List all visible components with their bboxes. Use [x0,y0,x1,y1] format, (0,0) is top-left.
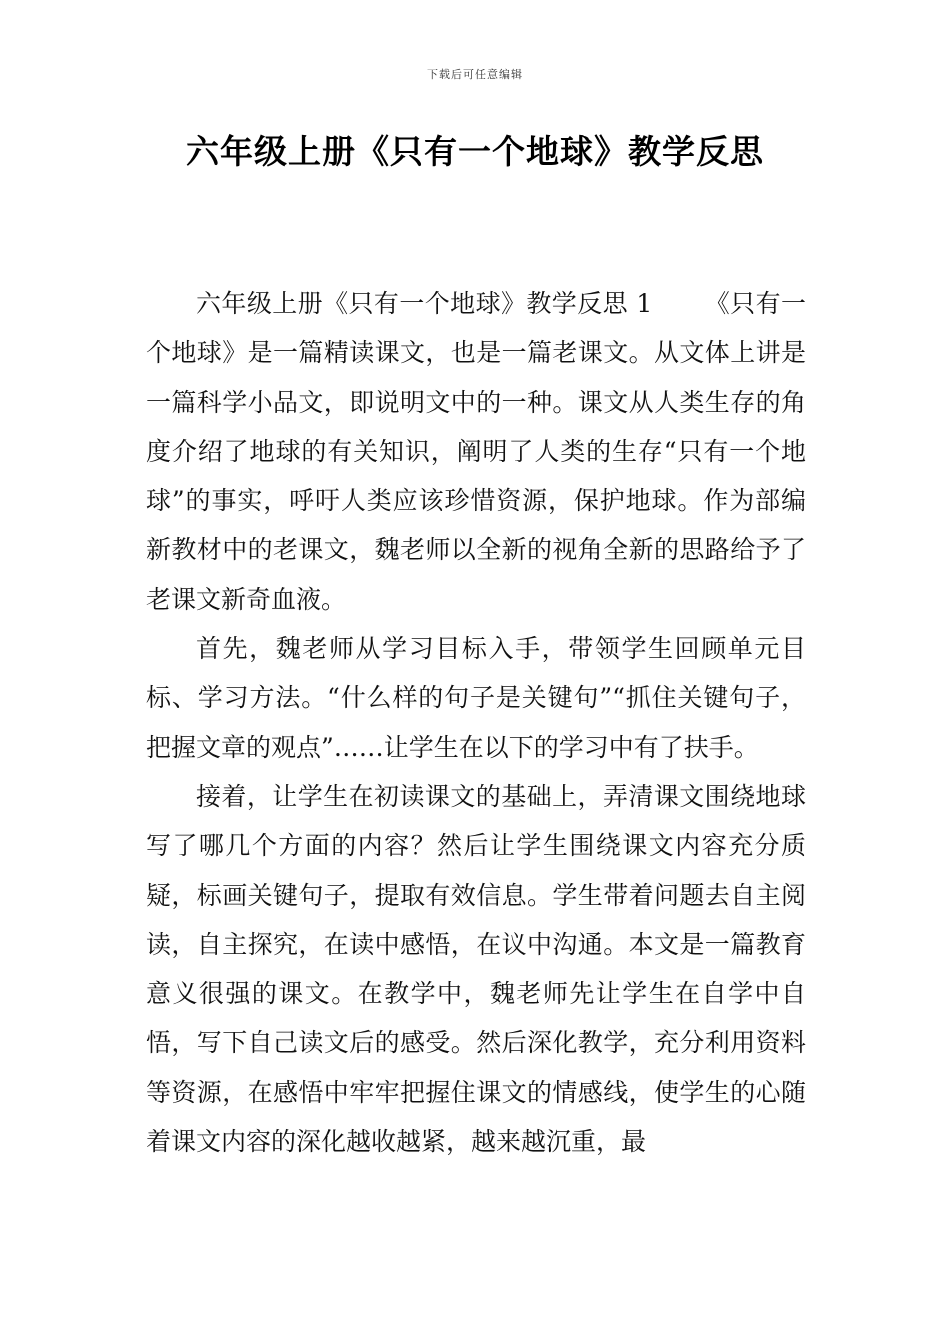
document-title: 六年级上册《只有一个地球》教学反思 [186,132,764,171]
paragraph-1 [146,279,806,624]
paragraph-1-text: 《只有一个地球》是一篇精读课文，也是一篇老课文。从文体上讲是一篇科学小品文，即说明文中的一种。课文从人类生存的角度介绍了地球的有关知识，阐明了人类的生存“只有一个地球”的事实，呼吁人类应该珍惜资源，保护地球。作为部编新教材中的老课文，魏老师以全新的视角全新的思路给予了老课文新奇血液。 [146,289,806,614]
document-body [146,279,806,1166]
header-note: 下载后可任意编辑 [427,68,523,81]
paragraph-2: 首先，魏老师从学习目标入手，带领学生回顾单元目标、学习方法。“什么样的句子是关键句”“抓住关键句子，把握文章的观点”……让学生在以下的学习中有了扶手。 [146,634,806,762]
paragraph-3: 接着，让学生在初读课文的基础上，弄清课文围绕地球写了哪几个方面的内容？然后让学生围绕课文内容充分质疑，标画关键句子，提取有效信息。学生带着问题去自主阅读，自主探究，在读中感悟，在议中沟通。本文是一篇教育意义很强的课文。在教学中，魏老师先让学生在自学中自悟，写下自己读文后的感受。然后深化教学，充分利用资料等资源，在感悟中牢牢把握住课文的情感线，使学生的心随着课文内容的深化越收越紧，越来越沉重，最 [146,781,806,1157]
section-heading: 六年级上册《只有一个地球》教学反思 1 [196,289,653,318]
